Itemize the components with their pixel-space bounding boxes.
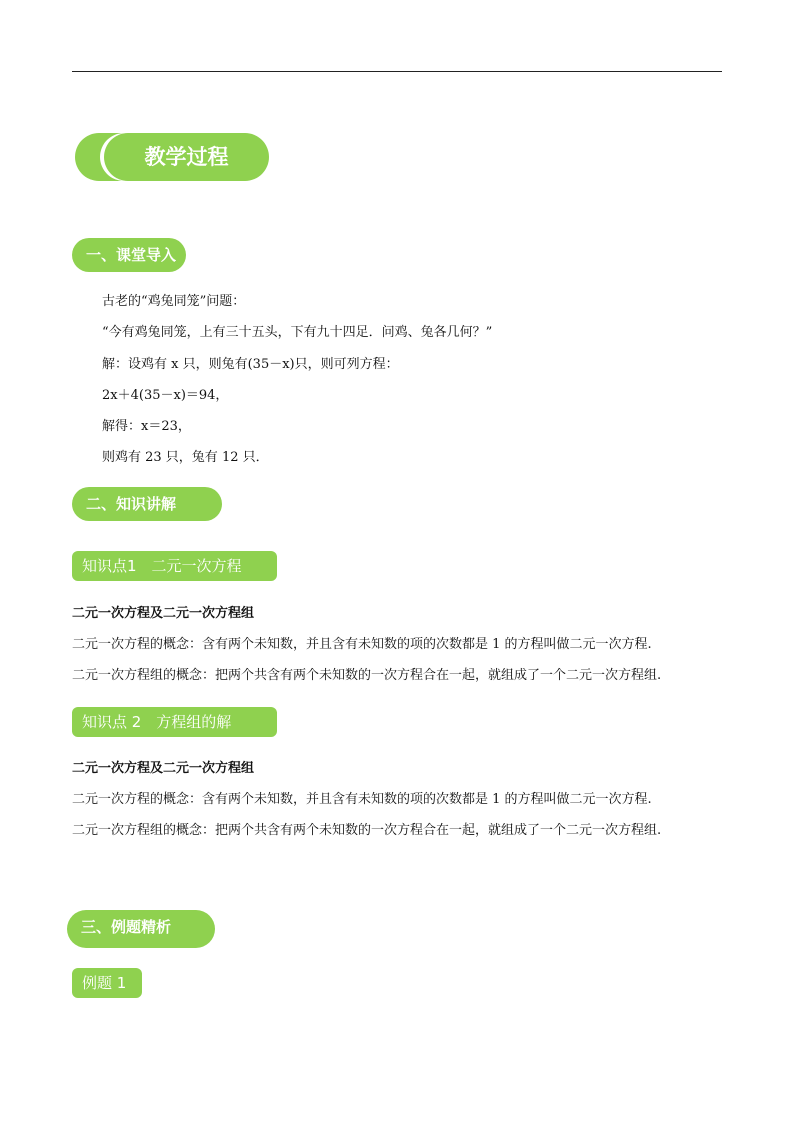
intro-line-5: 解得：x＝23， <box>102 419 191 434</box>
intro-line-4: 2x＋4(35－x)＝94， <box>102 388 229 403</box>
kp2-heading: 二元一次方程及二元一次方程组 <box>72 761 255 776</box>
kp1-heading: 二元一次方程及二元一次方程组 <box>72 606 255 621</box>
kp1-definition-2: 二元一次方程组的概念：把两个共含有两个未知数的一次方程合在一起，就组成了一个二元一次方程组. <box>72 668 662 683</box>
intro-line-2: “今有鸡兔同笼，上有三十五头，下有九十四足．问鸡、兔各几何？” <box>102 325 493 340</box>
intro-line-6: 则鸡有 23 只，兔有 12 只． <box>102 450 269 465</box>
intro-line-1: 古老的“鸡兔同笼”问题： <box>102 294 246 309</box>
kp2-definition-1: 二元一次方程的概念：含有两个未知数，并且含有未知数的项的次数都是 1 的方程叫做二元一次方程. <box>72 792 652 807</box>
kp2-definition-2: 二元一次方程组的概念：把两个共含有两个未知数的一次方程合在一起，就组成了一个二元一次方程组. <box>72 823 662 838</box>
intro-line-3: 解：设鸡有 x 只，则兔有(35－x)只，则可列方程： <box>102 357 399 372</box>
knowledge-point-1-tag: 知识点1 二元一次方程 <box>72 551 277 581</box>
example-1-tag: 例题 1 <box>72 968 142 998</box>
kp1-definition-1: 二元一次方程的概念：含有两个未知数，并且含有未知数的项的次数都是 1 的方程叫做二元一次方程. <box>72 637 652 652</box>
hero-title: 教学过程 <box>144 145 229 169</box>
section3-heading: 三、例题精析 <box>67 910 215 948</box>
hero-banner <box>75 133 269 181</box>
section2-heading: 二、知识讲解 <box>72 487 222 521</box>
knowledge-point-2-tag: 知识点 2 方程组的解 <box>72 707 277 737</box>
header-rule <box>72 71 722 72</box>
hero-banner-front <box>104 133 269 181</box>
section1-heading: 一、课堂导入 <box>72 238 186 272</box>
